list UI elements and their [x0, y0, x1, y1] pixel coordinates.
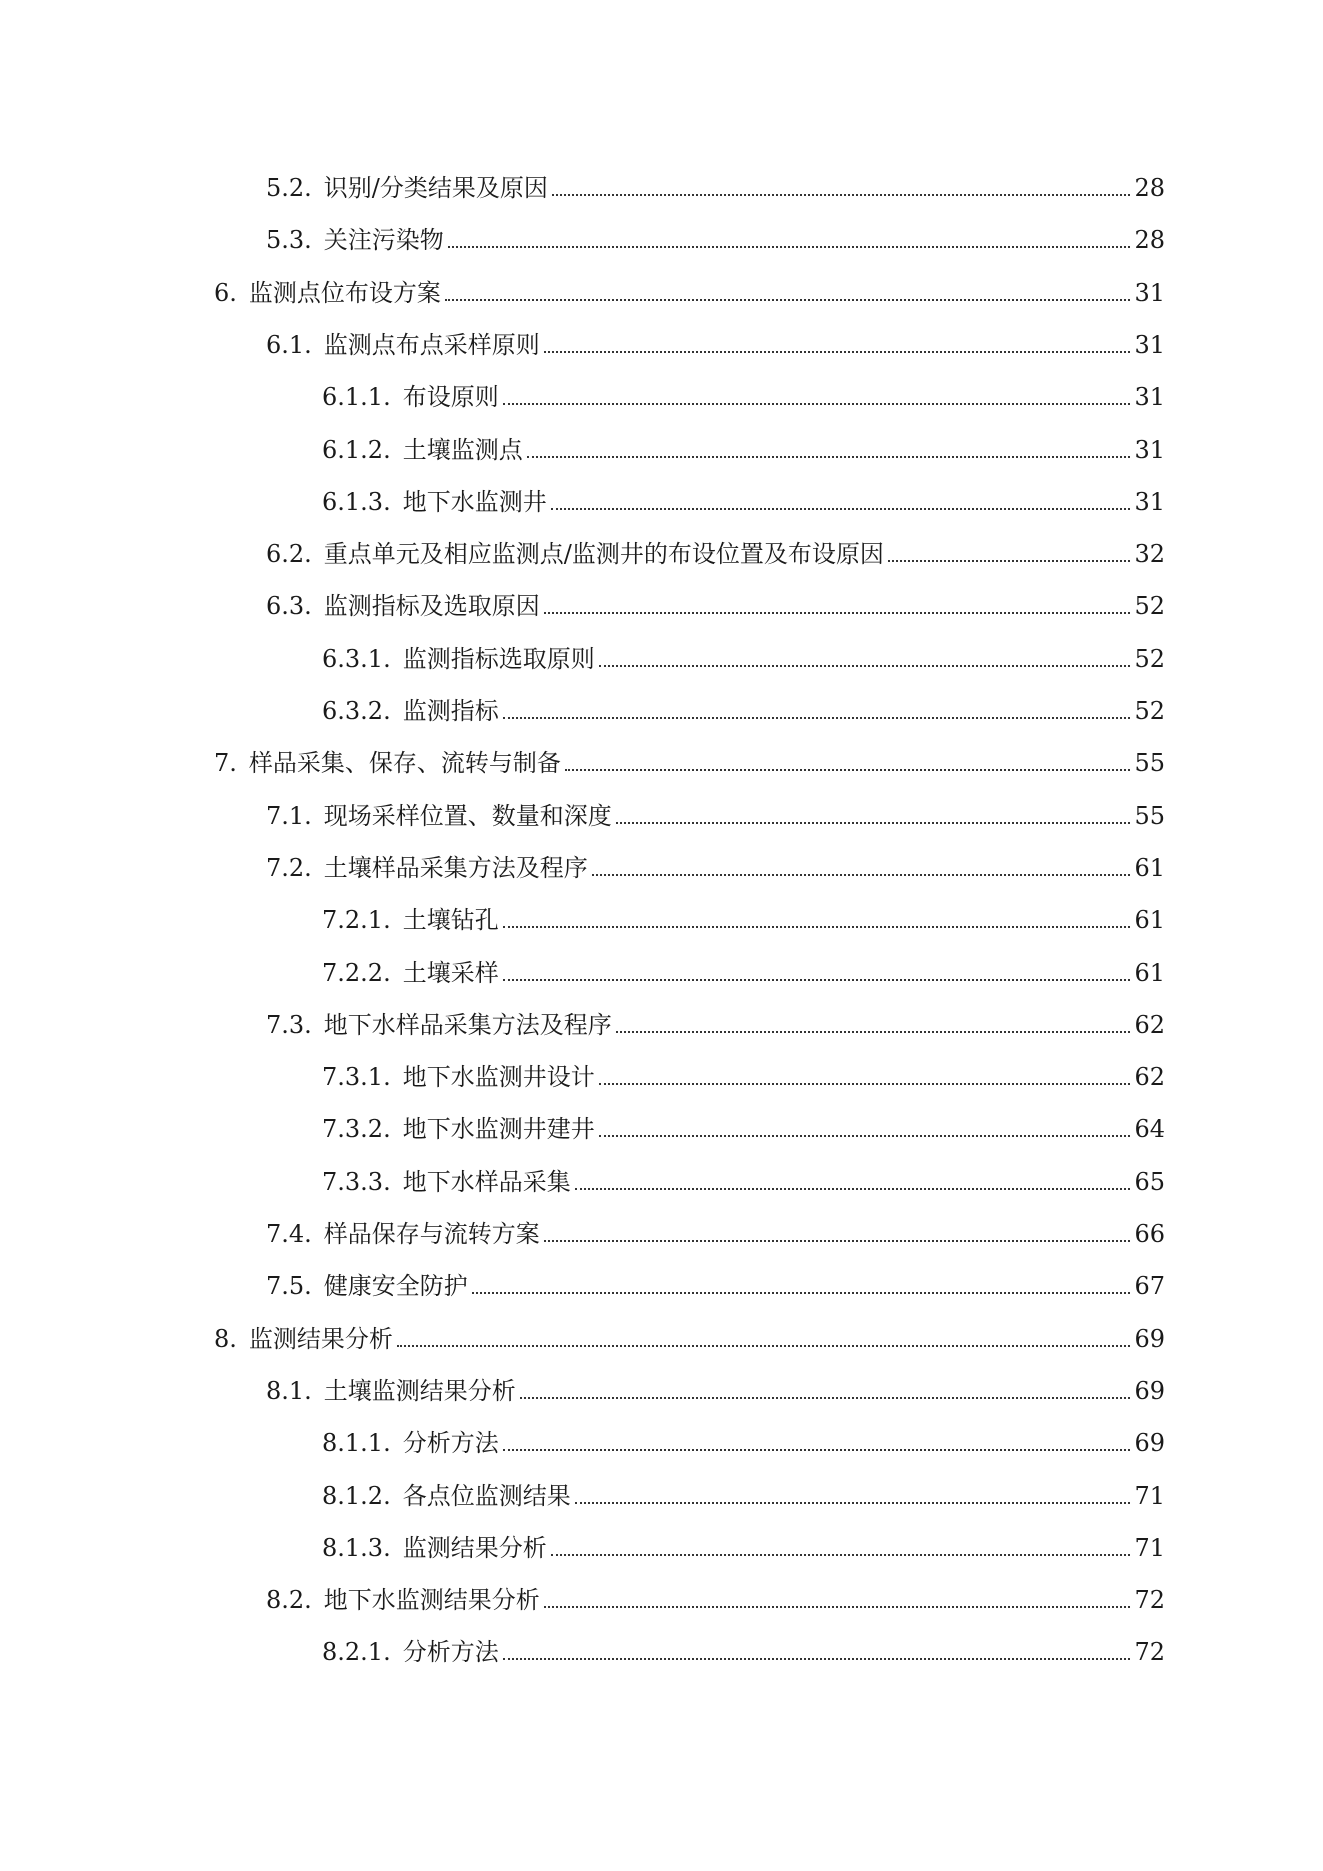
toc-entry-number: 7.4. [266, 1220, 312, 1248]
toc-entry[interactable] [0, 268, 1323, 308]
toc-dot-leader [888, 560, 1131, 562]
toc-entry-title: 识别/分类结果及原因 [323, 174, 548, 202]
toc-entry-title: 现场采样位置、数量和深度 [323, 802, 612, 830]
toc-entry-title: 样品采集、保存、流转与制备 [248, 749, 561, 777]
toc-entry-number: 7.2.1. [322, 906, 391, 934]
toc-dot-leader [527, 456, 1131, 458]
toc-entry[interactable] [0, 1575, 1323, 1615]
toc-entry-number: 7.3.3. [322, 1168, 391, 1196]
toc-dot-leader [503, 1658, 1131, 1660]
toc-dot-leader [503, 926, 1131, 928]
toc-entry[interactable] [0, 1261, 1323, 1301]
toc-entry[interactable] [0, 1209, 1323, 1249]
toc-dot-leader [599, 1135, 1131, 1137]
toc-dot-leader [503, 717, 1131, 719]
toc-entry[interactable] [0, 843, 1323, 883]
toc-dot-leader [503, 979, 1131, 981]
toc-entry-page-number: 67 [1134, 1272, 1165, 1300]
toc-entry-number: 7.2. [266, 854, 312, 882]
toc-entry-title: 监测指标 [402, 697, 499, 725]
toc-entry-title: 各点位监测结果 [402, 1482, 571, 1510]
toc-entry-number: 7.5. [266, 1272, 312, 1300]
toc-entry-number: 6.1. [266, 331, 312, 359]
toc-entry-number: 7.2.2. [322, 959, 391, 987]
toc-entry-page-number: 71 [1134, 1482, 1165, 1510]
toc-entry[interactable] [0, 1157, 1323, 1197]
toc-dot-leader [599, 1083, 1131, 1085]
toc-dot-leader [551, 508, 1131, 510]
toc-entry-title: 土壤监测结果分析 [323, 1377, 516, 1405]
toc-entry-page-number: 28 [1134, 174, 1165, 202]
toc-dot-leader [599, 665, 1131, 667]
toc-entry-page-number: 28 [1134, 226, 1165, 254]
toc-entry-page-number: 31 [1134, 279, 1165, 307]
toc-entry-title: 土壤样品采集方法及程序 [323, 854, 588, 882]
toc-entry[interactable] [0, 320, 1323, 360]
toc-entry-page-number: 72 [1134, 1586, 1165, 1614]
toc-entry-number: 8.1. [266, 1377, 312, 1405]
toc-dot-leader [397, 1345, 1131, 1347]
toc-entry-title: 监测点布点采样原则 [323, 331, 540, 359]
toc-dot-leader [616, 1031, 1131, 1033]
toc-entry-page-number: 65 [1134, 1168, 1165, 1196]
toc-entry[interactable] [0, 1366, 1323, 1406]
toc-entry-number: 8.2.1. [322, 1638, 391, 1666]
toc-entry[interactable] [0, 738, 1323, 778]
toc-entry-page-number: 61 [1134, 906, 1165, 934]
toc-entry-title: 监测指标选取原则 [402, 645, 595, 673]
toc-entry-page-number: 64 [1134, 1115, 1165, 1143]
toc-entry-number: 8.1.3. [322, 1534, 391, 1562]
toc-entry[interactable] [0, 581, 1323, 621]
toc-entry-number: 6.3.1. [322, 645, 391, 673]
toc-entry-title: 关注污染物 [323, 226, 444, 254]
toc-entry-title: 重点单元及相应监测点/监测井的布设位置及布设原因 [323, 540, 884, 568]
toc-entry-number: 8.2. [266, 1586, 312, 1614]
toc-entry-number: 7.3. [266, 1011, 312, 1039]
toc-entry-title: 监测结果分析 [248, 1325, 393, 1353]
toc-dot-leader [575, 1188, 1131, 1190]
toc-entry-number: 6.1.3. [322, 488, 391, 516]
toc-entry-page-number: 31 [1134, 488, 1165, 516]
toc-entry-title: 土壤监测点 [402, 436, 523, 464]
toc-entry[interactable] [0, 1000, 1323, 1040]
toc-entry[interactable] [0, 1314, 1323, 1354]
toc-entry[interactable] [0, 948, 1323, 988]
toc-entry-number: 7.3.1. [322, 1063, 391, 1091]
toc-dot-leader [544, 612, 1131, 614]
toc-entry-page-number: 31 [1134, 331, 1165, 359]
toc-dot-leader [565, 769, 1131, 771]
toc-entry[interactable] [0, 791, 1323, 831]
toc-entry-page-number: 61 [1134, 959, 1165, 987]
toc-dot-leader [575, 1502, 1131, 1504]
toc-entry-title: 土壤钻孔 [402, 906, 499, 934]
toc-entry-page-number: 31 [1134, 383, 1165, 411]
toc-entry-page-number: 55 [1134, 802, 1165, 830]
toc-entry-page-number: 31 [1134, 436, 1165, 464]
toc-entry-title: 健康安全防护 [323, 1272, 468, 1300]
toc-entry-title: 地下水监测井 [402, 488, 547, 516]
toc-entry[interactable] [0, 1627, 1323, 1667]
toc-entry[interactable] [0, 895, 1323, 935]
toc-dot-leader [544, 351, 1131, 353]
toc-dot-leader [503, 403, 1131, 405]
toc-entry-number: 7.3.2. [322, 1115, 391, 1143]
toc-entry-title: 地下水样品采集方法及程序 [323, 1011, 612, 1039]
toc-entry-page-number: 72 [1134, 1638, 1165, 1666]
toc-entry-title: 土壤采样 [402, 959, 499, 987]
toc-entry-title: 布设原则 [402, 383, 499, 411]
toc-entry-number: 6.3.2. [322, 697, 391, 725]
toc-entry[interactable] [0, 1104, 1323, 1144]
toc-entry-page-number: 52 [1134, 592, 1165, 620]
toc-entry[interactable] [0, 634, 1323, 674]
toc-entry-title: 分析方法 [402, 1429, 499, 1457]
toc-entry-title: 监测点位布设方案 [248, 279, 441, 307]
toc-dot-leader [592, 874, 1131, 876]
toc-dot-leader [448, 246, 1131, 248]
toc-entry-page-number: 62 [1134, 1011, 1165, 1039]
toc-entry[interactable] [0, 477, 1323, 517]
toc-dot-leader [503, 1449, 1131, 1451]
toc-entry-number: 7.1. [266, 802, 312, 830]
toc-entry-page-number: 32 [1134, 540, 1165, 568]
toc-entry-page-number: 71 [1134, 1534, 1165, 1562]
toc-entry[interactable] [0, 1471, 1323, 1511]
toc-dot-leader [616, 822, 1131, 824]
toc-entry[interactable] [0, 1418, 1323, 1458]
toc-entry-number: 6. [214, 279, 237, 307]
toc-dot-leader [520, 1397, 1131, 1399]
toc-entry-page-number: 69 [1134, 1377, 1165, 1405]
toc-entry-number: 6.2. [266, 540, 312, 568]
toc-entry-title: 样品保存与流转方案 [323, 1220, 540, 1248]
toc-entry[interactable] [0, 215, 1323, 255]
toc-entry-title: 地下水监测井建井 [402, 1115, 595, 1143]
toc-entry-page-number: 52 [1134, 697, 1165, 725]
toc-entry-page-number: 62 [1134, 1063, 1165, 1091]
toc-entry-page-number: 55 [1134, 749, 1165, 777]
toc-entry-number: 8. [214, 1325, 237, 1353]
toc-entry[interactable] [0, 163, 1323, 203]
toc-entry-page-number: 69 [1134, 1429, 1165, 1457]
toc-entry-page-number: 52 [1134, 645, 1165, 673]
toc-entry-number: 7. [214, 749, 237, 777]
toc-entry[interactable] [0, 425, 1323, 465]
toc-dot-leader [544, 1240, 1131, 1242]
toc-dot-leader [445, 299, 1131, 301]
toc-entry-title: 地下水监测井设计 [402, 1063, 595, 1091]
toc-entry-number: 6.3. [266, 592, 312, 620]
toc-entry[interactable] [0, 529, 1323, 569]
toc-entry-title: 地下水样品采集 [402, 1168, 571, 1196]
toc-dot-leader [552, 194, 1131, 196]
toc-entry-title: 分析方法 [402, 1638, 499, 1666]
toc-entry-page-number: 66 [1134, 1220, 1165, 1248]
toc-entry-title: 监测结果分析 [402, 1534, 547, 1562]
toc-entry-title: 地下水监测结果分析 [323, 1586, 540, 1614]
toc-entry-title: 监测指标及选取原因 [323, 592, 540, 620]
toc-dot-leader [472, 1292, 1131, 1294]
toc-entry-number: 6.1.1. [322, 383, 391, 411]
toc-entry[interactable] [0, 372, 1323, 412]
toc-entry[interactable] [0, 1052, 1323, 1092]
toc-entry[interactable] [0, 686, 1323, 726]
toc-dot-leader [551, 1554, 1131, 1556]
toc-entry-page-number: 61 [1134, 854, 1165, 882]
toc-entry-page-number: 69 [1134, 1325, 1165, 1353]
toc-entry-number: 6.1.2. [322, 436, 391, 464]
toc-dot-leader [544, 1606, 1131, 1608]
toc-entry-number: 5.3. [266, 226, 312, 254]
toc-entry[interactable] [0, 1523, 1323, 1563]
toc-entry-number: 8.1.2. [322, 1482, 391, 1510]
toc-entry-number: 5.2. [266, 174, 312, 202]
toc-entry-number: 8.1.1. [322, 1429, 391, 1457]
